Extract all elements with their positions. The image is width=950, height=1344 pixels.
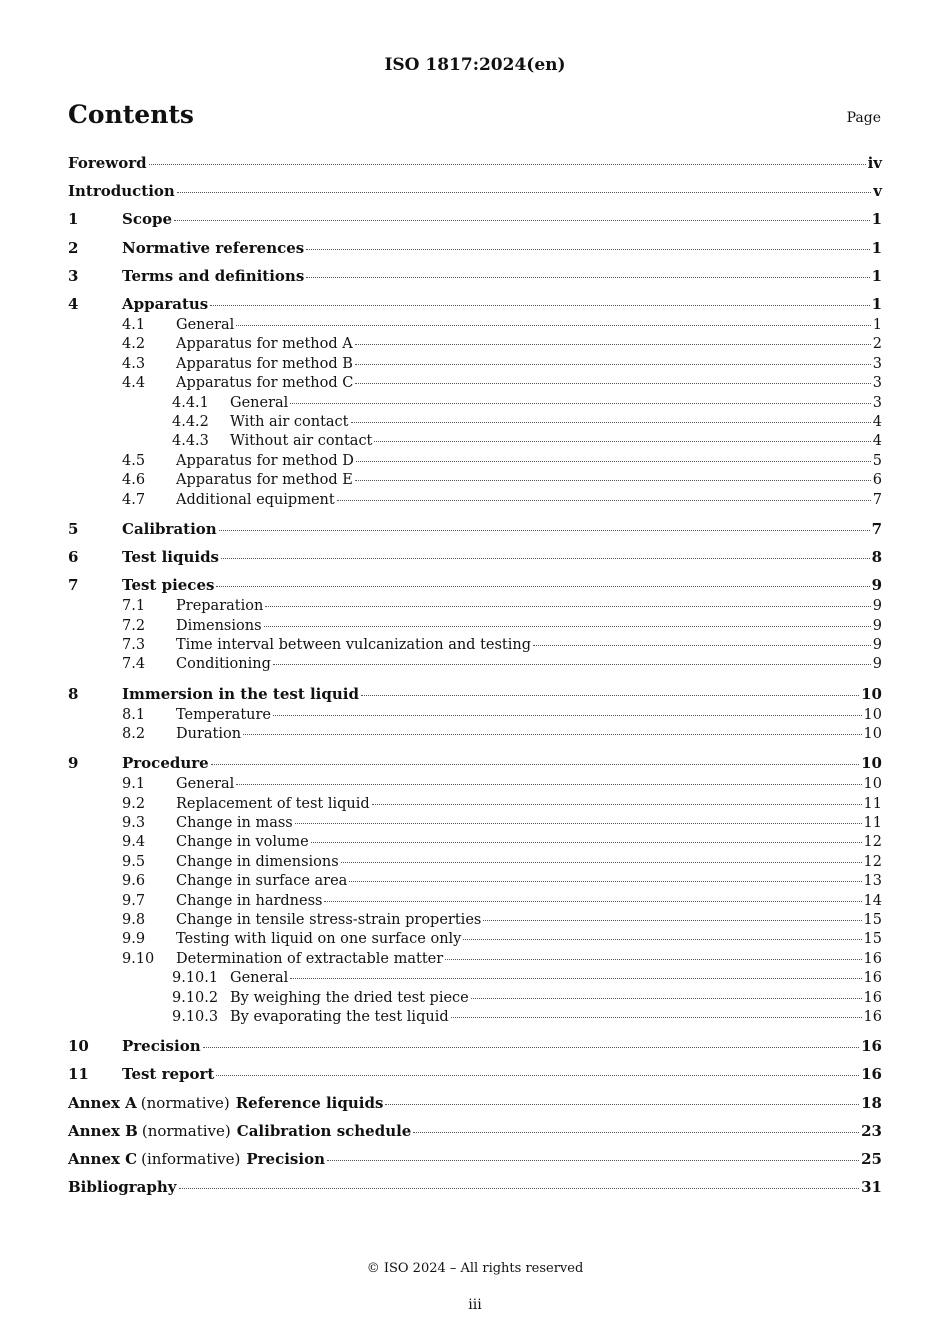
toc-entry-page: 9 (872, 656, 882, 673)
toc-entry-title: Apparatus for method B (176, 355, 353, 372)
toc-dot-leader (216, 585, 869, 587)
toc-entry[interactable] (68, 453, 882, 473)
toc-entry-title: Normative references (122, 238, 305, 257)
toc-entry-title: Apparatus for method D (176, 452, 354, 469)
toc-entry[interactable] (68, 548, 882, 570)
toc-entry-page: 7 (872, 491, 882, 508)
toc-entry-page: 9 (872, 637, 882, 653)
toc-entry-page: 16 (863, 1009, 882, 1025)
toc-dot-leader (236, 324, 870, 326)
toc-entry-page: 3 (872, 375, 882, 392)
toc-entry-title: Test pieces (122, 576, 215, 595)
toc-entry-page: 10 (861, 684, 882, 703)
toc-dot-leader (337, 499, 871, 501)
toc-entry-title: Temperature (176, 706, 271, 723)
toc-entry[interactable] (68, 656, 882, 676)
toc-dot-leader (149, 163, 866, 165)
toc-entry-page: 1 (871, 295, 882, 313)
toc-entry[interactable] (68, 1065, 882, 1087)
toc-dot-leader (451, 1016, 862, 1018)
toc-entry-number: 2 (68, 238, 79, 257)
toc-entry-title: Additional equipment (176, 491, 335, 508)
toc-entry[interactable] (68, 1037, 882, 1059)
toc-dot-leader (219, 529, 870, 531)
toc-entry-title: Precision (246, 1150, 325, 1168)
toc-entry-title: Apparatus for method E (176, 472, 353, 489)
toc-dot-leader (374, 440, 870, 442)
toc-entry-title: Time interval between vulcanization and testing (176, 637, 532, 653)
toc-entry-number: 9.3 (122, 815, 146, 831)
toc-entry-title: Immersion in the test liquid (122, 684, 359, 703)
toc-entry-title: By weighing the dried test piece (230, 989, 469, 1006)
toc-entry-number: 4.3 (122, 355, 146, 372)
toc-entry-page: 12 (863, 853, 882, 870)
toc-entry-number: 4.7 (122, 491, 146, 508)
toc-entry[interactable] (68, 576, 882, 598)
toc-entry[interactable] (68, 1178, 882, 1200)
toc-entry[interactable] (68, 182, 882, 204)
toc-dot-leader (385, 1103, 859, 1105)
toc-entry[interactable] (68, 685, 882, 707)
toc-entry[interactable] (68, 618, 882, 638)
toc-entry-title: By evaporating the test liquid (230, 1009, 449, 1025)
toc-entry[interactable] (68, 472, 882, 492)
toc-dot-leader (355, 479, 871, 481)
toc-entry-number: 4.5 (122, 452, 146, 469)
toc-entry-title: Calibration schedule (236, 1121, 412, 1140)
toc-dot-leader (273, 663, 871, 665)
toc-entry-title: Testing with liquid on one surface only (176, 931, 462, 948)
toc-entry-title: Conditioning (176, 656, 271, 673)
toc-entry[interactable] (68, 1094, 882, 1116)
toc-entry-title: Foreword (68, 154, 147, 172)
footer-page-number: iii (468, 1297, 482, 1313)
toc-entry-page: 9 (872, 598, 882, 615)
footer-copyright: © ISO 2024 – All rights reserved (366, 1261, 584, 1276)
toc-entry-number: 9 (68, 754, 79, 773)
toc-dot-leader (483, 919, 861, 921)
toc-entry-page: 1 (872, 317, 882, 333)
toc-entry-page: 11 (863, 815, 882, 831)
toc-entry-title: Change in mass (176, 815, 293, 831)
toc-entry-number: 9.2 (122, 795, 146, 812)
toc-entry-page: 10 (863, 776, 882, 793)
toc-entry-page: 15 (863, 931, 882, 948)
toc-entry[interactable] (68, 951, 882, 971)
toc-entry-number: 4.4 (122, 375, 146, 392)
toc-dot-leader (177, 191, 871, 193)
toc-entry-page: 3 (872, 355, 882, 372)
toc-annex-label: Annex B (68, 1121, 138, 1140)
toc-entry[interactable] (68, 598, 882, 618)
toc-dot-leader (306, 276, 869, 278)
toc-dot-leader (349, 880, 861, 882)
toc-entry-page: 10 (861, 754, 882, 773)
toc-dot-leader (355, 363, 871, 365)
toc-entry-page: 9 (872, 617, 882, 634)
toc-entry-page: 16 (861, 1037, 882, 1056)
toc-entry[interactable] (68, 912, 882, 932)
toc-dot-leader (445, 958, 861, 960)
toc-entry-number: 9.4 (122, 834, 146, 851)
toc-entry-page: 1 (871, 210, 882, 229)
toc-entry-number: 4.4.3 (172, 433, 209, 450)
toc-annex-label: Annex C (68, 1150, 138, 1168)
toc-dot-leader (327, 1159, 859, 1161)
toc-entry-title: Reference liquids (235, 1093, 384, 1112)
toc-dot-leader (179, 1187, 860, 1189)
toc-dot-leader (203, 1046, 860, 1048)
toc-entry-number: 9.8 (122, 912, 146, 928)
toc-entry-number: 7.3 (122, 637, 146, 653)
toc-entry-number: 9.10.3 (172, 1009, 219, 1025)
toc-entry-title: Apparatus for method C (176, 375, 354, 392)
toc-entry[interactable] (68, 854, 882, 874)
toc-entry-page: 2 (872, 336, 882, 353)
toc-entry-title: General (176, 776, 235, 793)
toc-entry-page: v (873, 182, 882, 201)
toc-entry-title: Duration (176, 726, 242, 742)
toc-entry-page: 31 (861, 1178, 882, 1197)
toc-entry[interactable] (68, 754, 882, 776)
toc-entry-page: 6 (872, 472, 882, 489)
toc-entry-title: General (176, 317, 235, 333)
toc-dot-leader (372, 803, 862, 805)
toc-entry-title: Change in surface area (176, 873, 348, 890)
toc-entry-title: Bibliography (68, 1178, 177, 1197)
toc-entry-number: 8.2 (122, 726, 146, 742)
contents-title: Contents (68, 100, 195, 129)
toc-dot-leader (471, 997, 862, 999)
toc-entry-number: 11 (68, 1065, 89, 1084)
toc-entry-number: 9.1 (122, 776, 146, 793)
toc-entry-page: 14 (863, 892, 882, 909)
document-header: ISO 1817:2024(en) (384, 55, 566, 75)
toc-entry-title: General (230, 394, 289, 411)
toc-dot-leader (265, 605, 870, 607)
toc-entry[interactable] (68, 317, 882, 337)
toc-dot-leader (355, 382, 870, 384)
toc-entry[interactable] (68, 295, 882, 317)
toc-entry-title: Calibration (122, 519, 217, 538)
toc-entry[interactable] (68, 834, 882, 854)
toc-entry-number: 1 (68, 210, 79, 229)
toc-entry[interactable] (68, 239, 882, 261)
toc-entry[interactable] (68, 873, 882, 893)
toc-entry-number: 4.6 (122, 472, 146, 489)
toc-entry-number: 4.2 (122, 336, 146, 353)
toc-entry-title: Scope (122, 210, 173, 229)
toc-entry-page: 4 (872, 433, 882, 450)
toc-entry-page: 1 (871, 266, 882, 285)
toc-entry[interactable] (68, 210, 882, 232)
toc-entry-number: 5 (68, 519, 79, 538)
toc-entry[interactable] (68, 375, 882, 395)
toc-dot-leader (311, 841, 862, 843)
toc-entry-page: 15 (863, 912, 882, 928)
toc-entry[interactable] (68, 267, 882, 289)
toc-entry-number: 9.10.1 (172, 970, 219, 987)
toc-entry-number: 8.1 (122, 706, 146, 723)
toc-entry[interactable] (68, 414, 882, 434)
toc-entry-number: 8 (68, 684, 79, 703)
toc-entry[interactable] (68, 356, 882, 376)
toc-entry-number: 7.2 (122, 617, 146, 634)
toc-entry[interactable] (68, 726, 882, 746)
toc-entry-title: Precision (122, 1037, 201, 1056)
toc-dot-leader (351, 421, 871, 423)
toc-entry-number: 7.1 (122, 598, 146, 615)
toc-entry-title: Procedure (122, 754, 209, 773)
toc-entry-number: 4 (68, 295, 79, 313)
toc-entry-page: 10 (863, 726, 882, 742)
toc-dot-leader (324, 900, 861, 902)
toc-entry[interactable] (68, 796, 882, 816)
toc-entry[interactable] (68, 154, 882, 176)
toc-entry-title: Test liquids (122, 548, 220, 566)
toc-entry-page: 7 (871, 519, 882, 538)
toc-entry-title: Without air contact (230, 433, 373, 450)
page-column-label: Page (846, 110, 881, 126)
toc-entry-page: 12 (863, 834, 882, 851)
toc-entry-number: 9.10.2 (172, 989, 219, 1006)
toc-entry-page: iv (867, 154, 882, 172)
toc-entry-title: General (230, 970, 289, 987)
toc-entry[interactable] (68, 492, 882, 512)
toc-dot-leader (211, 763, 859, 765)
toc-entry-number: 9.7 (122, 892, 146, 909)
toc-entry[interactable] (68, 520, 882, 542)
toc-dot-leader (174, 219, 870, 221)
toc-dot-leader (210, 304, 869, 306)
toc-entry[interactable] (68, 776, 882, 796)
toc-dot-leader (341, 861, 862, 863)
toc-annex-type: (informative) (141, 1150, 241, 1168)
toc-entry[interactable] (68, 893, 882, 913)
toc-entry-title: Preparation (176, 598, 264, 615)
toc-entry-number: 3 (68, 266, 79, 285)
toc-dot-leader (216, 1074, 859, 1076)
toc-entry-title: Terms and definitions (122, 266, 305, 285)
toc-entry-title: With air contact (230, 414, 349, 430)
toc-entry-page: 16 (863, 970, 882, 987)
toc-entry-number: 7 (68, 576, 79, 595)
toc-entry[interactable] (68, 815, 882, 835)
toc-dot-leader (355, 343, 871, 345)
toc-dot-leader (413, 1131, 859, 1133)
toc-dot-leader (463, 938, 861, 940)
toc-entry-page: 4 (872, 414, 882, 430)
toc-entry-number: 4.4.1 (172, 394, 209, 411)
toc-dot-leader (236, 783, 861, 785)
toc-dot-leader (273, 714, 862, 716)
toc-dot-leader (306, 248, 869, 250)
toc-entry-page: 16 (863, 950, 882, 967)
toc-entry-page: 13 (863, 873, 882, 890)
toc-entry-title: Change in tensile stress-strain properties (176, 912, 482, 928)
toc-entry-page: 16 (861, 1065, 882, 1084)
toc-dot-leader (221, 557, 870, 559)
toc-entry-page: 11 (863, 795, 882, 812)
toc-entry-number: 9.5 (122, 853, 146, 870)
toc-entry-title: Change in hardness (176, 892, 323, 909)
toc-entry[interactable] (68, 1009, 882, 1029)
toc-entry-number: 10 (68, 1037, 89, 1056)
toc-entry-number: 6 (68, 548, 79, 566)
toc-entry[interactable] (68, 637, 882, 657)
toc-entry[interactable] (68, 970, 882, 990)
toc-annex-type: (normative) (141, 1121, 231, 1140)
toc-entry-title: Replacement of test liquid (176, 795, 370, 812)
toc-entry-title: Apparatus (122, 295, 209, 313)
toc-dot-leader (295, 822, 862, 824)
toc-dot-leader (290, 402, 870, 404)
toc-entry-page: 23 (861, 1121, 882, 1140)
toc-dot-leader (533, 644, 871, 646)
toc-entry-title: Dimensions (176, 617, 262, 634)
toc-entry[interactable] (68, 1150, 882, 1172)
toc-entry-title: Test report (122, 1065, 215, 1084)
toc-entry[interactable] (68, 707, 882, 727)
toc-entry-title: Change in volume (176, 834, 309, 851)
toc-entry-page: 25 (861, 1150, 882, 1168)
toc-entry-number: 9.9 (122, 931, 146, 948)
toc-dot-leader (356, 460, 871, 462)
toc-entry[interactable] (68, 1122, 882, 1144)
toc-entry-page: 9 (871, 576, 882, 595)
toc-entry-page: 5 (872, 452, 882, 469)
toc-entry[interactable] (68, 433, 882, 453)
toc-entry[interactable] (68, 336, 882, 356)
toc-entry-number: 4.4.2 (172, 414, 209, 430)
toc-entry-number: 9.6 (122, 873, 146, 890)
toc-entry[interactable] (68, 990, 882, 1010)
toc-entry-page: 10 (863, 706, 882, 723)
toc-entry[interactable] (68, 395, 882, 415)
toc-dot-leader (243, 733, 861, 735)
toc-entry-page: 1 (871, 238, 882, 257)
toc-dot-leader (264, 625, 871, 627)
toc-entry-number: 9.10 (122, 950, 155, 967)
toc-annex-label: Annex A (68, 1093, 137, 1112)
toc-entry-page: 3 (872, 394, 882, 411)
toc-entry-number: 4.1 (122, 317, 146, 333)
toc-entry-title: Determination of extractable matter (176, 950, 444, 967)
toc-entry[interactable] (68, 931, 882, 951)
toc-entry-title: Introduction (68, 182, 175, 201)
toc-annex-type: (normative) (140, 1093, 230, 1112)
toc-entry-page: 18 (861, 1093, 882, 1112)
toc-dot-leader (361, 694, 859, 696)
toc-entry-page: 16 (863, 989, 882, 1006)
toc-dot-leader (290, 977, 861, 979)
toc-entry-page: 8 (871, 548, 882, 566)
toc-entry-title: Apparatus for method A (176, 336, 353, 353)
toc-entry-title: Change in dimensions (176, 853, 339, 870)
toc-entry-number: 7.4 (122, 656, 146, 673)
